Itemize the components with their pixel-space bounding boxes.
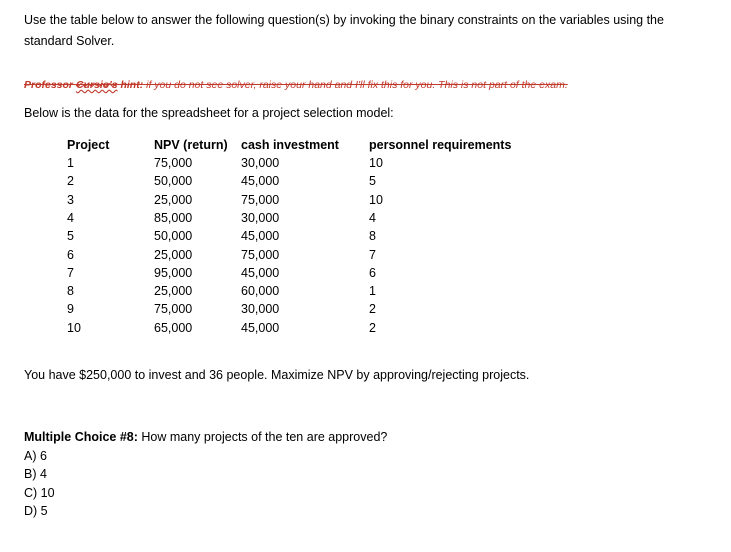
cell-cash: 30,000 [241,156,280,170]
cell-npv: 25,000 [154,284,193,299]
cell-npv: 75,000 [154,156,193,170]
question-title: Multiple Choice #8: [24,430,138,444]
cell-npv: 50,000 [154,229,193,244]
cell-project: 8 [67,284,74,299]
cell-project: 2 [67,174,74,189]
cell-cash: 45,000 [241,320,280,335]
cell-personnel: 2 [369,320,376,335]
question-text: How many projects of the ten are approved? [137,430,388,444]
cell-cash: 45,000 [241,265,280,280]
header-project: Project [67,138,110,152]
hint-label-name: Cursio's [75,79,118,91]
cell-cash: 30,000 [241,210,280,225]
hint-label-prefix: Professor [24,79,76,91]
cell-npv: 65,000 [154,320,193,335]
cell-project: 5 [67,229,74,244]
cell-personnel: 6 [369,265,376,280]
cell-cash: 60,000 [241,284,280,299]
cell-personnel: 7 [369,247,376,262]
hint-text: if you do not see solver, raise your hand and I'll fix this for you. This is not part of the exam. [143,79,568,91]
professor-hint [24,79,568,91]
cell-cash: 45,000 [241,174,280,189]
cell-npv: 50,000 [154,174,193,189]
cell-npv: 25,000 [154,247,193,262]
cell-personnel: 5 [369,174,376,189]
cell-cash: 45,000 [241,229,280,244]
cell-personnel: 1 [369,284,376,299]
cell-personnel: 10 [369,192,383,207]
cell-project: 6 [67,247,74,262]
cell-project: 9 [67,302,74,317]
option-b[interactable]: B) 4 [24,467,47,481]
cell-cash: 30,000 [241,302,280,317]
option-a[interactable]: A) 6 [24,448,47,463]
cell-npv: 85,000 [154,210,193,225]
cell-project: 10 [67,320,81,335]
cell-project: 7 [67,265,74,280]
hint-label-suffix: hint: [117,79,144,91]
header-npv: NPV (return) [154,138,228,152]
option-d[interactable]: D) 5 [24,504,48,518]
cell-project: 1 [67,156,74,170]
cell-personnel: 4 [369,210,376,225]
cell-npv: 25,000 [154,192,193,207]
cell-personnel: 8 [369,229,376,244]
data-intro: Below is the data for the spreadsheet for a project selection model: [24,106,394,120]
constraint-text: You have $250,000 to invest and 36 people. Maximize NPV by approving/rejecting projects. [24,368,530,382]
header-personnel: personnel requirements [369,138,512,152]
cell-project: 3 [67,192,74,207]
cell-npv: 75,000 [154,302,193,317]
header-cash: cash investment [241,138,339,152]
multiple-choice-block [24,428,387,521]
question-line [24,428,387,447]
cell-cash: 75,000 [241,247,280,262]
cell-personnel: 10 [369,156,383,170]
cell-cash: 75,000 [241,192,280,207]
intro-text: Use the table below to answer the following question(s) by invoking the binary constraints on the variables using the standard Solver. [24,13,664,48]
cell-project: 4 [67,210,74,225]
option-c[interactable]: C) 10 [24,485,55,500]
cell-personnel: 2 [369,302,376,317]
cell-npv: 95,000 [154,265,193,280]
